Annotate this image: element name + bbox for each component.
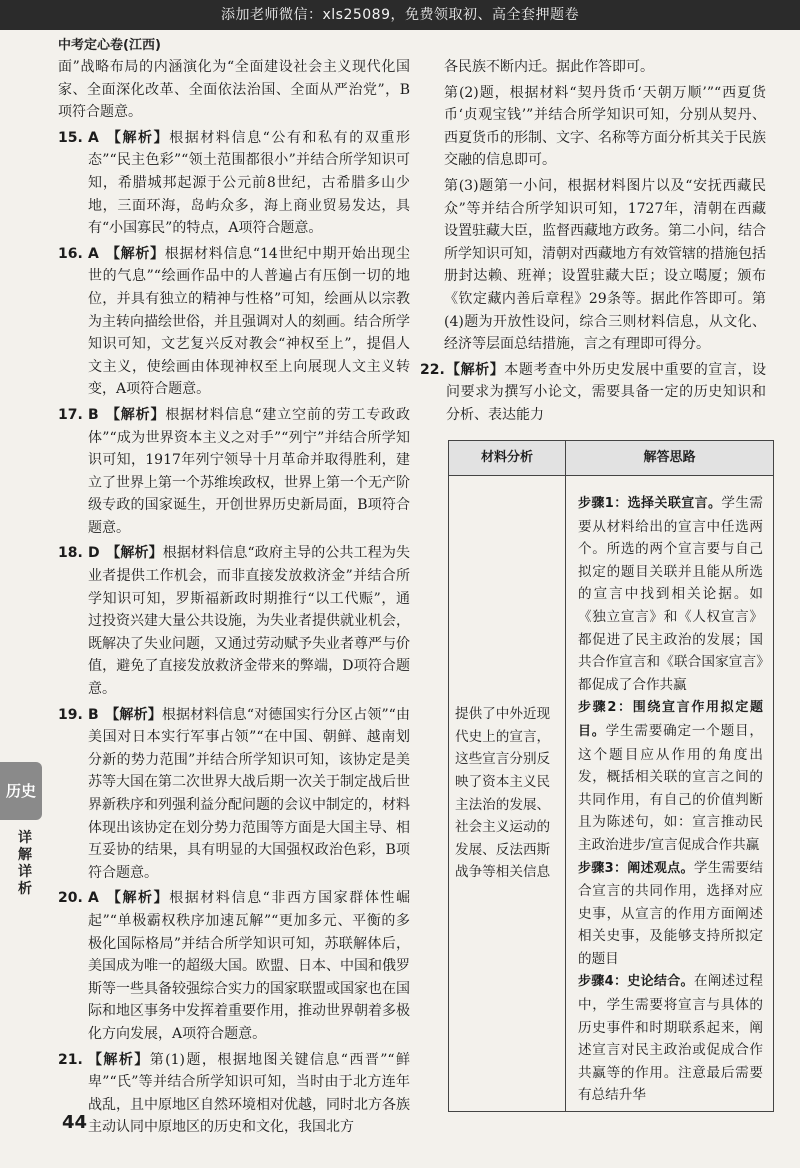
answer-item-22	[420, 359, 766, 427]
answer-letter: A	[88, 129, 99, 146]
item-number: 21.	[58, 1051, 83, 1068]
answer-letter: A	[88, 890, 99, 907]
continuation-text: 面”战略布局的内涵演化为“全面建设社会主义现代化国家、全面深化改革、全面依法治国、全面从严治党”，B项符合题意。	[58, 59, 410, 121]
answer-table	[448, 440, 774, 1112]
step-text: 学生需要结合宣言的共同作用，选择对应史事，从宣言的作用方面阐述相关史事，及能够支持所拟定的题目	[578, 859, 764, 967]
page-header: 中考定心卷(江西)	[58, 38, 161, 53]
answer-letter: D	[88, 545, 100, 562]
analysis-tag: 【解析】	[105, 245, 165, 262]
answer-letter: B	[88, 406, 99, 423]
answer-item-15	[58, 127, 410, 240]
step-2	[578, 696, 763, 856]
answer-letter: A	[88, 245, 99, 262]
analysis-text: 根据材料信息“14世纪中期开始出现尘世的气息”“绘画作品中的人普遍占有压倒一切的地位，并具有独立的精神与性格”可知，绘画从以宗教为主转向描绘世俗，并且强调对人的刻画。结合所学知识可知，文艺复兴反对教会“神权至上”，提倡人文主义，使绘画由体现神权至上向展现人文主义转变，A项符合题意。	[88, 245, 410, 398]
analysis-tag: 【解析】	[88, 1051, 150, 1068]
item-number: 17.	[58, 406, 83, 423]
material-analysis-cell: 提供了中外近现代史上的宣言，这些宣言分别反映了资本主义民主法治的发展、社会主义运动的发展、反法西斯战争等相关信息	[449, 476, 566, 1112]
analysis-tag: 【解析】	[105, 406, 166, 423]
table-header-analysis: 材料分析	[449, 441, 566, 476]
approach-cell	[566, 476, 774, 1112]
analysis-tag: 【解析】	[446, 361, 505, 378]
step-title: 步骤3：阐述观点。	[578, 860, 694, 876]
analysis-tag: 【解析】	[106, 129, 170, 146]
analysis-text: 根据材料信息“建立空前的劳工专政政体”“成为世界资本主义之对手”“列宁”并结合所学知识可知，1917年列宁领导十月革命并取得胜利，建立了世界上第一个苏维埃政权，世界上第一个无产阶级专政的国家诞生，开创世界历史新局面，B项符合题意。	[88, 406, 410, 536]
table-header-row	[449, 441, 774, 476]
answer-letter: B	[88, 706, 99, 723]
q21-part3-text: 第(3)题第一小问，根据材料图片以及“安抚西藏民众”等并结合所学知识可知，1727年，清朝在西藏设置驻藏大臣，监督西藏地方政务。第二小问，结合所学知识可知，清朝对西藏地方有效管辖的措施包括册封达赖、班禅；设置驻藏大臣；设立噶厦；颁布《钦定藏内善后章程》29条等。据此作答即可。第(4)题为开放性设问，综合三则材料信息，从文化、经济等层面总结措施，言之有理即可得分。	[444, 177, 766, 353]
item-number: 22.	[420, 361, 445, 378]
step-1	[578, 492, 763, 696]
continuation-text: 各民族不断内迁。据此作答即可。	[444, 59, 654, 75]
q21-part2-text: 第(2)题，根据材料“契丹货币‘天朝万顺’”“西夏货币‘贞观宝钱’”并结合所学知识可知，分别从契丹、西夏货币的形制、文字、名称等方面分析其关于民族交融的信息即可。	[444, 84, 766, 169]
page-number: 44	[62, 1112, 88, 1133]
step-text: 在阐述过程中，学生需要将宣言与具体的历史事件和时期联系起来，阐述宣言对民主政治或促成合作共赢等的作用。注意最后需要有总结升华	[578, 973, 764, 1104]
analysis-text: 根据材料信息“非西方国家群体性崛起”“单极霸权秩序加速瓦解”“更加多元、平衡的多极化国际格局”并结合所学知识可知，苏联解体后，美国成为唯一的超级大国。欧盟、日本、中国和俄罗斯等一些具备较强综合实力的国家联盟或国家也在国际和地区事务中发挥着重要作用，推动世界朝着多极化方向发展，A项符合题意。	[88, 890, 410, 1042]
analysis-tag: 【解析】	[106, 890, 170, 907]
step-4	[578, 970, 763, 1107]
side-label: 详解详析	[18, 830, 32, 897]
answer-item-16	[58, 243, 410, 401]
right-column	[420, 56, 767, 430]
step-title: 步骤4：史论结合。	[578, 974, 694, 990]
step-3	[578, 857, 763, 971]
step-title: 步骤2：围绕宣言作用拟定题目。	[578, 700, 763, 739]
answer-item-18	[58, 542, 410, 700]
analysis-text: 第(1)题，根据地图关键信息“西晋”“鲜卑”“氏”等并结合所学知识可知，当时由于北方连年战乱，且中原地区自然环境相对优越，同时北方各族主动认同中原地区的历史和文化，我国北方	[88, 1051, 411, 1136]
analysis-tag: 【解析】	[106, 545, 163, 562]
step-text: 学生需要从材料给出的宣言中任选两个。所选的两个宣言要与自己拟定的题目关联并且能从所选的宣言中找到相关论据。如《独立宣言》和《人权宣言》都促进了民主政治的发展；国共合作宣言和《联合国家宣言》都促成了合作共赢	[578, 495, 763, 693]
answer-item-17	[58, 404, 410, 540]
analysis-text: 根据材料信息“对德国实行分区占领”“由美国对日本实行军事占领”“在中国、朝鲜、越南划分新的势力范围”并结合所学知识可知，该协定是美苏等大国在第二次世界大战后期一次关于制定战后世界新秩序和列强利益分配问题的会议中制定的，材料体现出该协定在划分势力范围等方面是大国主导、相互妥协的结果，具有明显的大国强权政治色彩，B项符合题意。	[88, 706, 410, 881]
analysis-text: 本题考查中外历史发展中重要的宣言，设问要求为撰写小论文，需要具备一定的历史知识和分析、表达能力	[446, 361, 767, 423]
item-number: 20.	[58, 890, 83, 907]
answer-item-19	[58, 704, 410, 885]
table-header-approach: 解答思路	[566, 441, 774, 476]
left-column	[58, 56, 410, 1142]
top-banner: 添加老师微信：xls25089，免费领取初、高全套押题卷	[0, 0, 800, 30]
table-row	[449, 476, 774, 1112]
item-number: 19.	[58, 706, 83, 723]
step-text: 学生需要确定一个题目，这个题目应从作用的角度出发，概括相关联的宣言之间的共同作用，有自己的价值判断且为陈述句，如：宣言推动民主政治进步/宣言促成合作共赢	[578, 722, 763, 853]
answer-item-20	[58, 887, 410, 1045]
item-number: 18.	[58, 545, 83, 562]
analysis-text: 根据材料信息“政府主导的公共工程为失业者提供工作机会，而非直接发放救济金”并结合所学知识可知，罗斯福新政时期推行“以工代赈”，通过投资兴建大量公共设施，为失业者提供就业机会，既解决了失业问题，又通过劳动赋予失业者尊严与价值，避免了直接发放救济金带来的弊端，D项符合题意。	[88, 545, 411, 698]
step-title: 步骤1：选择关联宣言。	[578, 496, 722, 511]
analysis-tag: 【解析】	[105, 706, 162, 723]
answer-item-21	[58, 1049, 410, 1139]
analysis-text: 根据材料信息“公有和私有的双重形态”“民主色彩”“领土范围都很小”并结合所学知识可知，希腊城邦起源于公元前8世纪，古希腊多山少地，三面环海，岛屿众多，海上商业贸易发达，具有“小国寡民”的特点，A项符合题意。	[88, 129, 410, 237]
subject-tab: 历史	[0, 762, 42, 820]
item-number: 16.	[58, 245, 83, 262]
item-number: 15.	[58, 129, 83, 146]
